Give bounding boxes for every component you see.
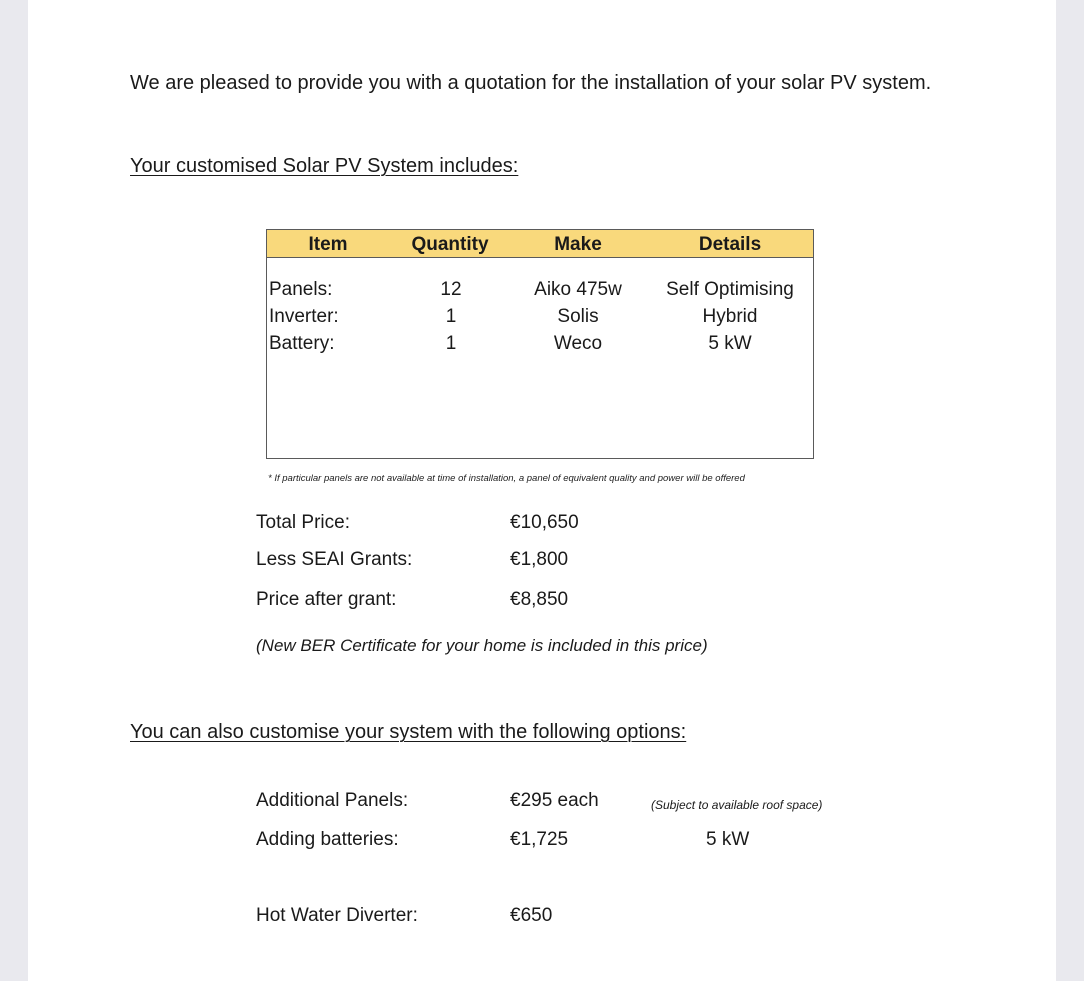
price-after-grant-label: Price after grant: <box>256 589 397 610</box>
adding-batteries-label: Adding batteries: <box>256 829 399 850</box>
cell-quantity-battery: 1 <box>445 333 457 354</box>
ber-note: (New BER Certificate for your home is included in this price) <box>256 636 708 655</box>
hot-water-diverter-value: €650 <box>510 905 553 926</box>
cell-quantity-inverter: 1 <box>445 306 457 327</box>
adding-batteries-value: €1,725 <box>510 829 569 850</box>
cell-make-battery: Weco <box>553 333 603 354</box>
battery-capacity-note: 5 kW <box>706 829 750 850</box>
total-price-label: Total Price: <box>256 512 350 533</box>
grants-label: Less SEAI Grants: <box>256 549 413 570</box>
header-details: Details <box>698 234 762 255</box>
cell-item-battery: Battery: <box>269 333 335 354</box>
system-heading: Your customised Solar PV System includes: <box>130 155 519 177</box>
cell-quantity-panels: 12 <box>440 279 462 300</box>
header-make: Make <box>554 234 602 255</box>
document-page <box>28 0 1056 981</box>
header-quantity: Quantity <box>411 234 489 255</box>
additional-panels-value: €295 each <box>510 790 599 811</box>
cell-make-inverter: Solis <box>557 306 599 327</box>
table-header-row <box>267 230 813 258</box>
intro-paragraph: We are pleased to provide you with a quotation for the installation of your solar PV system. <box>130 72 932 94</box>
cell-details-battery: 5 kW <box>708 333 752 354</box>
table-footnote: * If particular panels are not available at time of installation, a panel of equivalent quality and power will be offered <box>268 473 745 484</box>
options-heading: You can also customise your system with the following options: <box>130 721 687 743</box>
price-after-grant-value: €8,850 <box>510 589 569 610</box>
cell-details-panels: Self Optimising <box>666 279 794 300</box>
total-price-value: €10,650 <box>510 512 579 533</box>
cell-item-panels: Panels: <box>269 279 333 300</box>
cell-make-panels: Aiko 475w <box>534 279 622 300</box>
cell-item-inverter: Inverter: <box>269 306 339 327</box>
roof-space-note: (Subject to available roof space) <box>651 798 823 812</box>
hot-water-diverter-label: Hot Water Diverter: <box>256 905 418 926</box>
additional-panels-label: Additional Panels: <box>256 790 409 811</box>
header-item: Item <box>308 234 348 255</box>
grants-value: €1,800 <box>510 549 569 570</box>
system-table <box>266 229 814 459</box>
cell-details-inverter: Hybrid <box>702 306 758 327</box>
